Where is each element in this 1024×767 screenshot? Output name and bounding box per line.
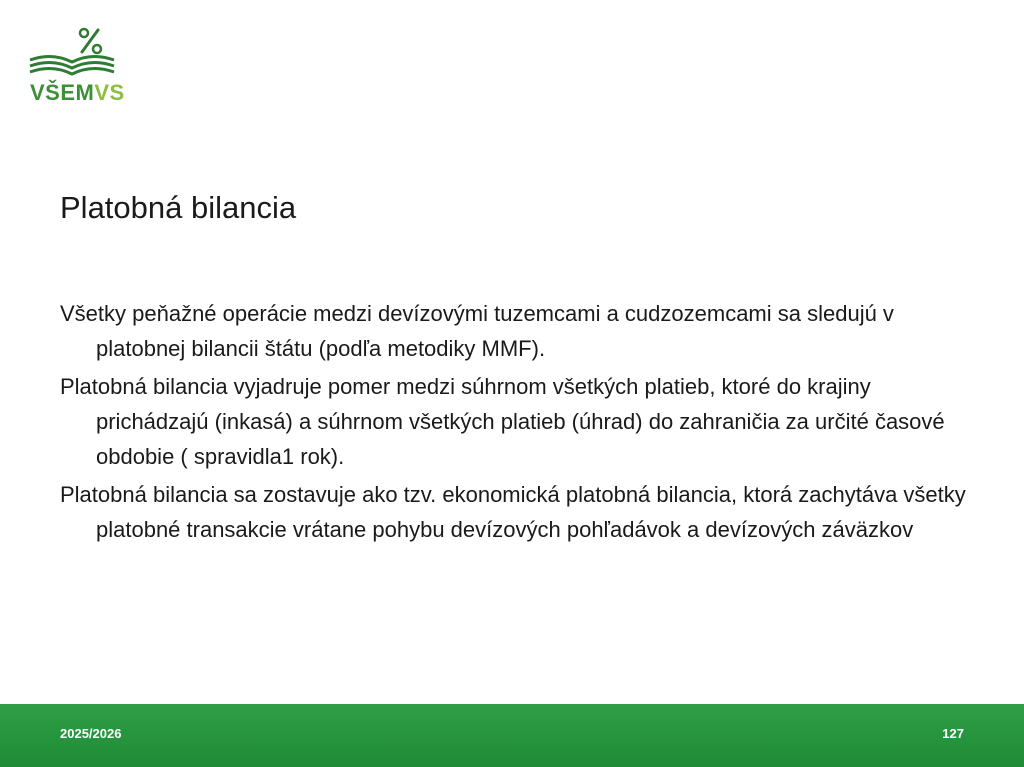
slide-body [60, 296, 980, 550]
book-percent-icon [24, 24, 124, 84]
slide-title: Platobná bilancia [60, 190, 297, 225]
paragraph: Všetky peňažné operácie medzi devízovými tuzemcami a cudzozemcami sa sledujú v platobnej bilancii štátu (podľa metodiky MMF). [60, 301, 894, 361]
logo-wordmark-vsem: VŠEM [30, 80, 95, 105]
footer-bar [0, 704, 1024, 767]
vsem-logo [24, 24, 124, 104]
paragraph: Platobná bilancia vyjadruje pomer medzi súhrnom všetkých platieb, ktoré do krajiny prichádzajú (inkasá) a súhrnom všetkých platieb (úhrad) do zahraničia za určité časové obdobie ( spravidla1 rok). [60, 374, 945, 469]
footer-academic-year: 2025/2026 [60, 726, 122, 741]
logo-wordmark-vs: VS [94, 80, 125, 105]
logo-wordmark [30, 80, 125, 106]
footer-page-number: 127 [942, 726, 964, 741]
paragraph: Platobná bilancia sa zostavuje ako tzv. ekonomická platobná bilancia, ktorá zachytáva všetky platobné transakcie vrátane pohybu devízových pohľadávok a devízových záväzkov [60, 482, 966, 542]
